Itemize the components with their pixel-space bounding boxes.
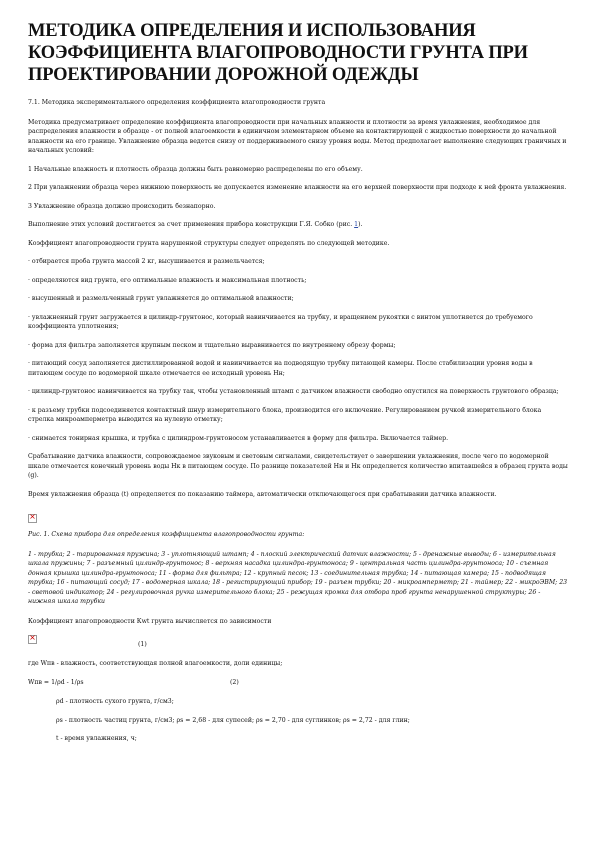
figure-1-legend: 1 - трубка; 2 - тарированная пружина; 3 - уплотняющий штамп; 4 - плоский электрический датчик влажности; 5 - дренажные выводы; 6 - измерительная шкала пружины; 7 - разъемный цилиндр-грунтонос; 8 - верхняя насадка цилиндра-грунтоноса; 9 - центральная часть цилиндра-грунтоноса; 10 - съемная донная крышка цилиндра-грунтоноса; 11 - форма для фильтра; 12 - крупный песок; 13 - соединительная трубка; 14 - питающая камера; 15 - подводящая трубка; 16 - питающий сосуд; 17 - водомерная шкала; 18 - регистрирующий прибор; 19 - разъем трубки; 20 - микроамперметр; 21 - таймер; 22 - микроЭВМ; 23 - световой индикатор; 24 - регулировочная ручка измерительного блока; 25 - режущая кромка для отбора проб грунта ненарушенной структуры; 26 - нижняя шкала трубки [28, 550, 568, 605]
method-step-1: · отбирается проба грунта массой 2 кг, высушивается и размельчается; [28, 258, 265, 265]
method-step-7: · цилиндр-грунтонос навинчивается на трубку так, чтобы установленный штамп с датчиком влажности свободно опустился на поверхность грунтового образца; [28, 388, 559, 395]
figure-1-link[interactable]: 1 [354, 221, 359, 228]
time-paragraph: Время увлажнения образца (t) определяется по показанию таймера, автоматически отключающегося при срабатывании датчика влажности. [28, 490, 497, 498]
equation-2-number: (2) [230, 678, 239, 686]
equation-1-broken-image-icon [28, 635, 37, 644]
method-step-4: · увлажненный грунт загружается в цилиндр-грунтонос, который навинчивается на трубку, и вращением рукоятки с винтом уплотняется до требуемого коэффициента уплотнения; [28, 313, 533, 330]
page-title: МЕТОДИКА ОПРЕДЕЛЕНИЯ И ИСПОЛЬЗОВАНИЯ КОЭФФИЦИЕНТА ВЛАГОПРОВОДНОСТИ ГРУНТА ПРИ ПРОЕКТИРОВАНИИ ДОРОЖНОЙ ОДЕЖДЫ [28, 21, 528, 85]
section-subtitle: 7.1. Методика экспериментального определения коэффициента влагопроводности грунта [28, 99, 326, 106]
where-line: где Wпв - влажность, соответствующая полной влагоемкости, доли единицы; [28, 660, 283, 667]
definition-t: t - время увлажнения, ч; [56, 735, 137, 742]
method-step-8: · к разъему трубки подсоединяется контактный шнур измерительного блока, производится его включение. Регулированием ручкой измерительного блока стрелка микроамперметра выводится на нулевую отметку; [28, 406, 542, 423]
figure-1-caption: Рис. 1. Схема прибора для определения коэффициента влагопроводности грунта: [28, 531, 305, 538]
method-intro: Коэффициент влагопроводности грунта нарушенной структуры следует определять по следующей методике. [28, 239, 390, 247]
method-step-9: · снимается тонирная крышка, и трубка с цилиндром-грунтоносом устанавливается в форму для фильтра. Включается таймер. [28, 434, 449, 442]
condition-3: 3 Увлажнение образца должно происходить безнапорно. [28, 202, 216, 210]
definition-rho-d: ρd - плотность сухого грунта, г/см3; [56, 698, 174, 705]
coefficient-line: Коэффициент влагопроводности Кwt грунта вычисляется по зависимости [28, 617, 272, 625]
method-step-5: · форма для фильтра заполняется крупным песком и тщательно выравнивается по внутреннему обрезу формы; [28, 341, 396, 349]
device-text-post: ). [358, 221, 363, 228]
definition-rho-s: ρs - плотность частиц грунта, г/см3; ρs = 2,68 - для супесей; ρs = 2,70 - для суглинков; ρs = 2,72 - для глин; [56, 716, 410, 724]
method-step-3: · высушенный и размельченный грунт увлажняется до оптимальной влажности; [28, 295, 294, 302]
intro-paragraph: Методика предусматривает определение коэффициента влагопроводности при начальных влажности и плотности за время увлажнения, необходимое для распределения влажности в образце - от полной влагоемкости в единичном элементарном объеме на контактирующей с жидкостью поверхности до начальной влажности на его границе. Увлажнение образца ведется снизу от поддерживаемого снизу уровня воды. Метод предполагает выполнение следующих граничных и начальных условий: [28, 118, 567, 154]
equation-1 [28, 635, 569, 651]
broken-image-icon [28, 514, 37, 523]
figure-1-image [28, 508, 569, 520]
equation-2 [28, 678, 569, 688]
result-paragraph: Срабатывание датчика влажности, сопровождаемое звуковым и световым сигналами, свидетельствует о завершении увлажнения, после чего по водомерной шкале отмечается конечный уровень воды Нк в питающем сосуде. По разнице показателей Нн и Нк определяется количество впитавшейся в образец грунта воды (g). [28, 453, 568, 479]
method-step-6: · питающий сосуд заполняется дистиллированной водой и навинчивается на подводящую трубку питающей камеры. После стабилизации уровня воды в питающем сосуде по водомерной шкале отмечается ее исходный уровень Нн; [28, 360, 533, 377]
condition-1: 1 Начальные влажность и плотность образца должны быть равномерно распределены по его объему. [28, 165, 363, 173]
method-step-2: · определяются вид грунта, его оптимальные влажность и максимальная плотность; [28, 276, 307, 284]
condition-2: 2 При увлажнении образца через нижнюю поверхность не допускается изменение влажности на его верхней поверхности при подходе к ней фронта увлажнения. [28, 184, 567, 191]
device-text-pre: Выполнение этих условий достигается за счет применения прибора конструкции Г.Я. Собко (рис. [28, 221, 355, 228]
equation-1-number: (1) [138, 641, 147, 648]
device-paragraph [28, 220, 569, 230]
equation-2-text: Wпв = 1/ρd - 1/ρs [28, 678, 84, 686]
